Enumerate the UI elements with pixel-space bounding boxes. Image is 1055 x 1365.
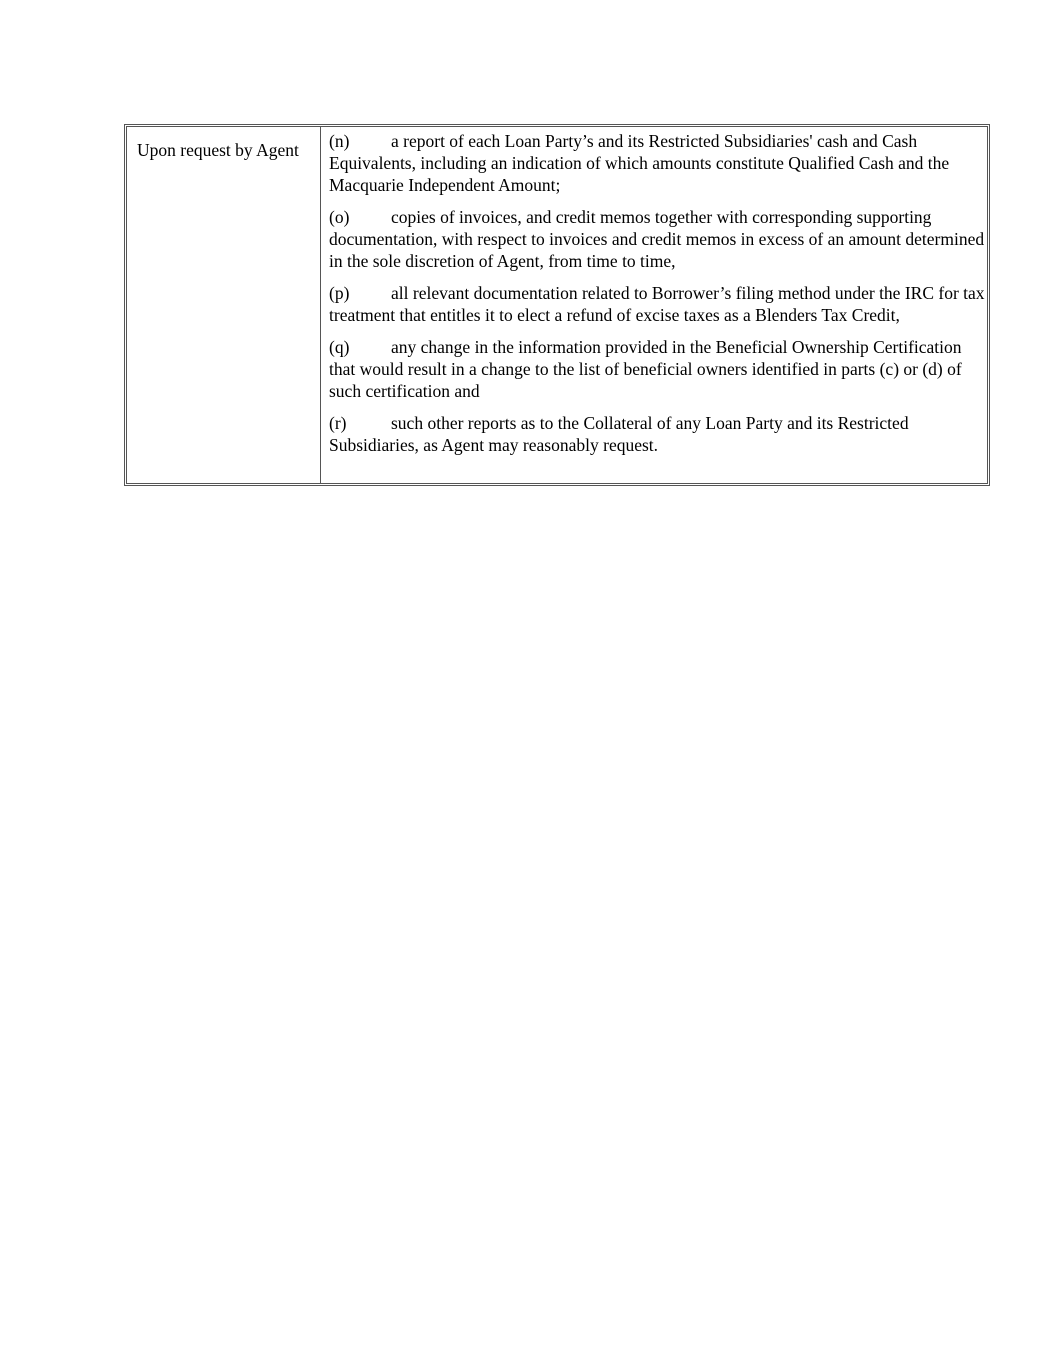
item-text: such other reports as to the Collateral of any Loan Party and its Restricted Subsidiaries, as Agent may reasonably request. bbox=[329, 413, 909, 455]
requirements-cell bbox=[321, 127, 987, 483]
item-marker: (p) bbox=[329, 283, 350, 303]
item-marker: (o) bbox=[329, 207, 350, 227]
list-item bbox=[329, 130, 987, 196]
item-text: copies of invoices, and credit memos together with corresponding supporting documentation, with respect to invoices and credit memos in excess of an amount determined in the sole discretion of Agent, from time to time, bbox=[329, 207, 985, 271]
item-marker: (r) bbox=[329, 413, 347, 433]
item-text: any change in the information provided in the Beneficial Ownership Certification that would result in a change to the list of beneficial owners identified in parts (c) or (d) of such certification and bbox=[329, 337, 962, 401]
item-marker: (n) bbox=[329, 131, 350, 151]
list-item bbox=[329, 336, 987, 402]
timing-cell bbox=[127, 127, 321, 483]
list-item bbox=[329, 206, 987, 272]
reporting-table bbox=[124, 124, 990, 486]
item-text: a report of each Loan Party’s and its Restricted Subsidiaries' cash and Cash Equivalents, including an indication of which amounts constitute Qualified Cash and the Macquarie Independent Amount; bbox=[329, 131, 950, 195]
item-marker: (q) bbox=[329, 337, 350, 357]
list-item bbox=[329, 282, 987, 326]
item-text: all relevant documentation related to Borrower’s filing method under the IRC for tax treatment that entitles it to elect a refund of excise taxes as a Blenders Tax Credit, bbox=[329, 283, 985, 325]
timing-label: Upon request by Agent bbox=[137, 140, 299, 160]
list-item bbox=[329, 412, 987, 456]
